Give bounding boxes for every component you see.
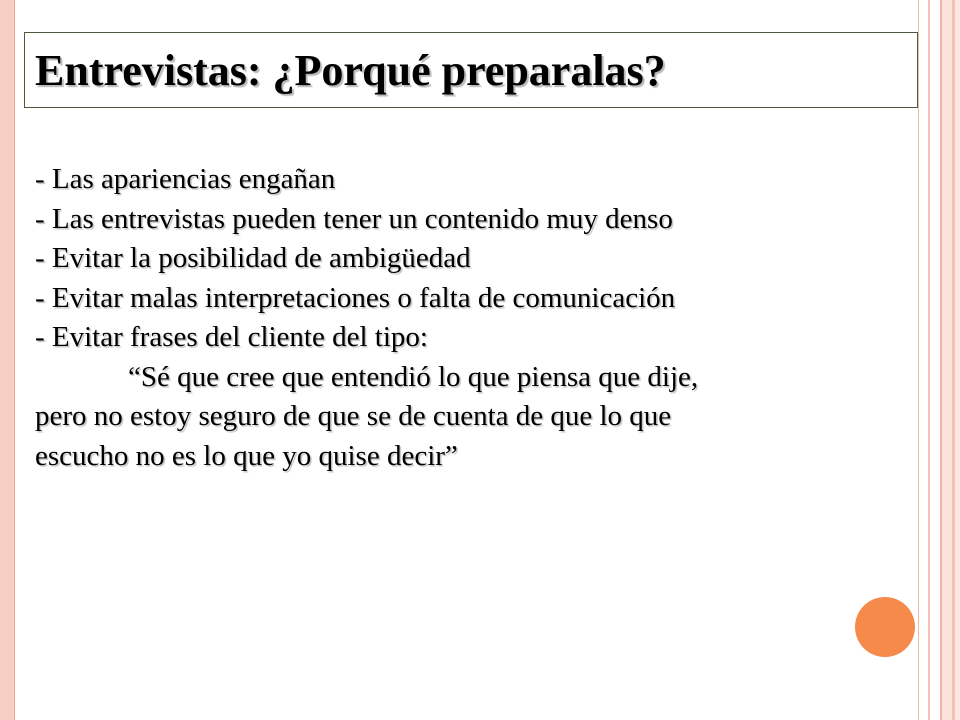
title-box — [24, 32, 918, 108]
bullet-line: - Evitar malas interpretaciones o falta de comunicación — [35, 281, 676, 314]
slide-body — [35, 160, 905, 476]
bullet-line: - Las apariencias engañan — [35, 163, 336, 195]
quote-line: “Sé que cree que entendió lo que piensa que dije, — [128, 360, 699, 393]
bullet-line: - Evitar la posibilidad de ambigüedad — [35, 242, 471, 274]
slide-title: Entrevistas: ¿Porqué preparalas? — [35, 46, 666, 95]
decorative-circle — [855, 597, 915, 657]
quote-line: pero no estoy seguro de que se de cuenta de que lo que — [35, 400, 672, 432]
bullet-line: - Las entrevistas pueden tener un contenido muy denso — [35, 202, 673, 235]
slide-frame-left — [0, 0, 15, 720]
bullet-line: - Evitar frases del cliente del tipo: — [35, 321, 428, 353]
slide-frame-right — [918, 0, 960, 720]
quote-line: escucho no es lo que yo quise decir” — [35, 439, 458, 472]
